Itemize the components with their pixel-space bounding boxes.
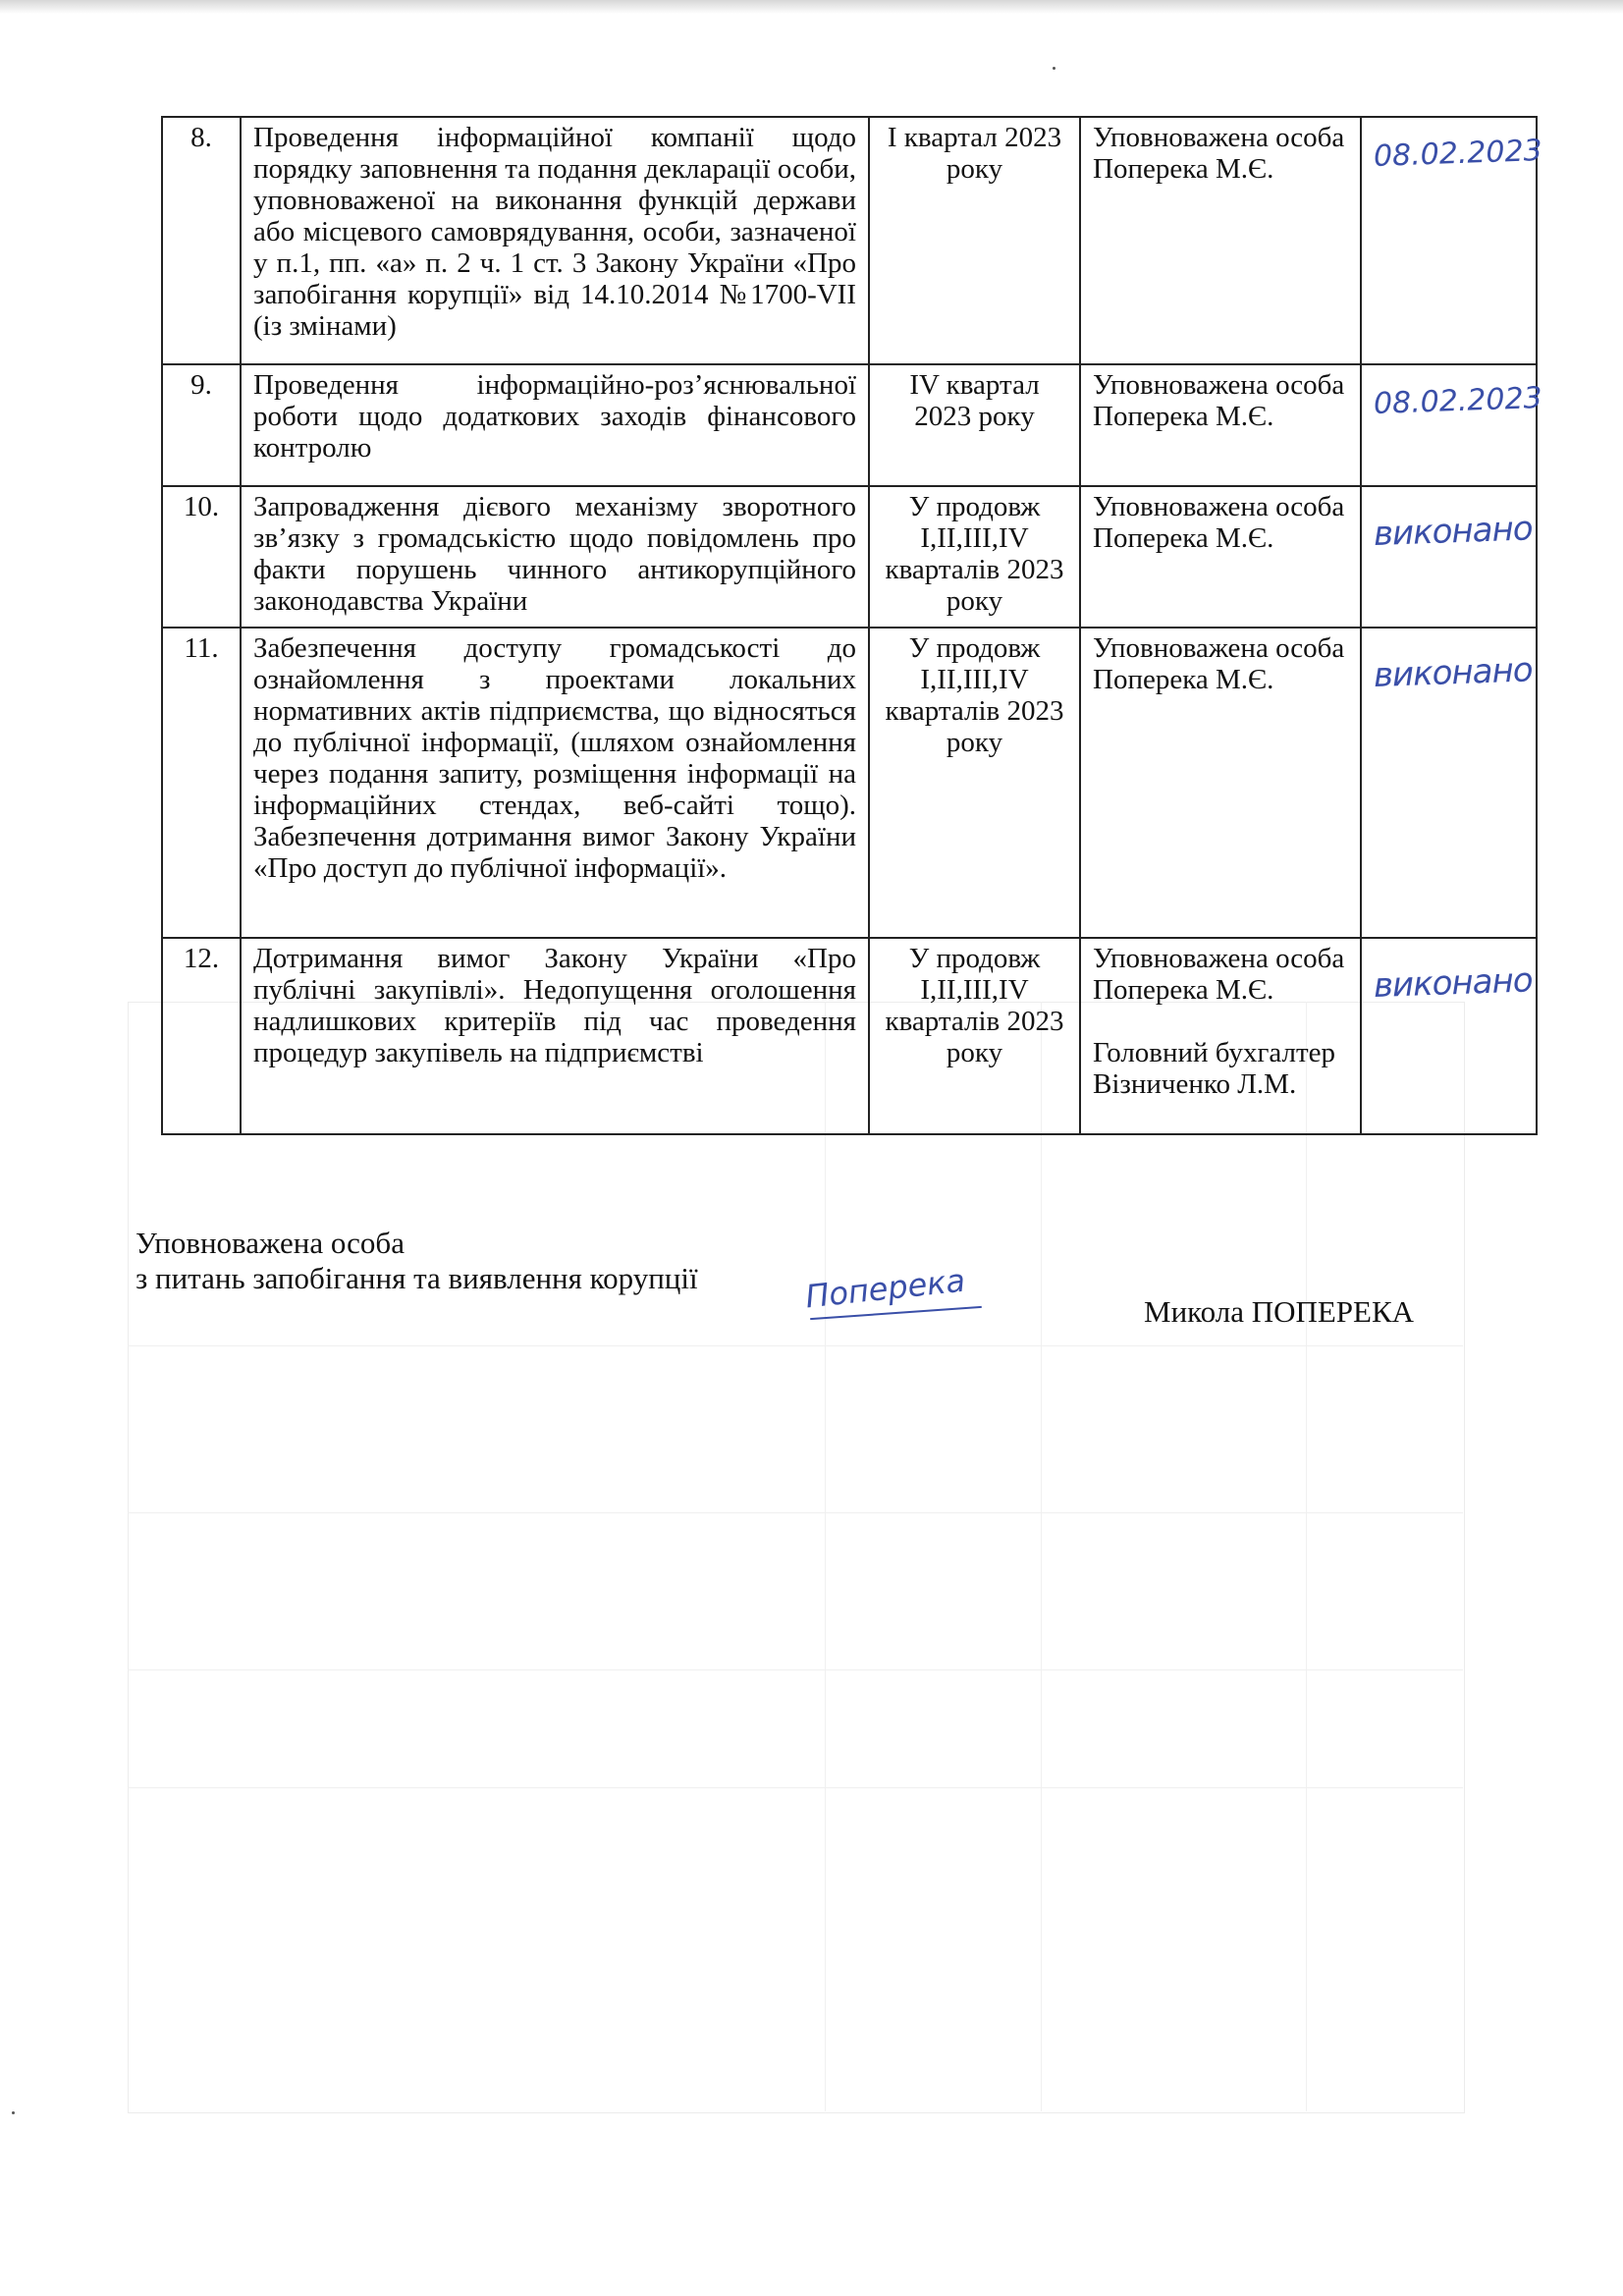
- table-row: [162, 364, 1537, 486]
- bleed-through-line: [1306, 1002, 1307, 2111]
- row-number: 8.: [162, 117, 241, 364]
- responsible-cell: [1080, 364, 1361, 486]
- activity-cell: Проведення інформаційно-роз’яснювальної роботи щодо додаткових заходів фінансового контролю: [241, 364, 869, 486]
- handwritten-status: виконано: [1373, 960, 1534, 1006]
- handwritten-signature: Поперека: [803, 1261, 967, 1316]
- activity-cell: Проведення інформаційної компанії щодо порядку заповнення та подання декларації особи, уповноваженої на виконання функцій держави або місцевого самоврядування, особи, зазначеної у п.1, пп. «а» п. 2 ч. 1 ст. 3 Закону України «Про запобігання корупції» від 14.10.2014 №1700-VII (із змінами): [241, 117, 869, 364]
- responsible-cell: [1080, 628, 1361, 938]
- bleed-through-line: [128, 1669, 1463, 1670]
- scan-speck: [12, 2111, 15, 2114]
- activity-cell: Забезпечення доступу громадськості до ознайомлення з проектами локальних нормативних актів підприємства, що відносяться до публічної інформації, (шляхом ознайомлення через подання запиту, розміщення інформації на інформаційних стендах, веб-сайті тощо). Забезпечення дотримання вимог Закону України «Про доступ до публічної інформації».: [241, 628, 869, 938]
- responsible-person: Уповноважена особа Поперека М.Є.: [1093, 122, 1345, 185]
- scan-edge-shadow: [0, 0, 1623, 14]
- responsible-person: Уповноважена особа Поперека М.Є.: [1093, 491, 1345, 554]
- row-number: 10.: [162, 486, 241, 628]
- handwritten-date: 08.02.2023: [1373, 134, 1543, 174]
- responsible-cell: [1080, 117, 1361, 364]
- activity-cell: Дотримання вимог Закону України «Про публічні закупівлі». Недопущення оголошення надлишкових критеріїв під час проведення процедур закупівель на підприємстві: [241, 938, 869, 1134]
- bleed-through-line: [1041, 1002, 1042, 2111]
- signer-title-line1: Уповноважена особа: [135, 1226, 405, 1260]
- completion-mark-cell: [1361, 628, 1537, 938]
- completion-mark-cell: [1361, 938, 1537, 1134]
- term-cell: У продовж І,ІІ,ІІІ,ІV кварталів 2023 року: [869, 486, 1080, 628]
- completion-mark-cell: [1361, 486, 1537, 628]
- bleed-through-line: [128, 1787, 1463, 1788]
- term-cell: У продовж І,ІІ,ІІІ,ІV кварталів 2023 року: [869, 938, 1080, 1134]
- bleed-through-table: [128, 1002, 1465, 2113]
- term-cell: IV квартал 2023 року: [869, 364, 1080, 486]
- handwritten-status: виконано: [1373, 650, 1534, 695]
- bleed-through-line: [128, 1512, 1463, 1513]
- responsible-cell: [1080, 486, 1361, 628]
- completion-mark-cell: [1361, 364, 1543, 486]
- responsible-cell: [1080, 938, 1361, 1134]
- row-number: 12.: [162, 938, 241, 1134]
- scan-speck: [1053, 67, 1055, 70]
- responsible-person: Уповноважена особа Поперека М.Є.: [1093, 632, 1345, 695]
- table-row: [162, 117, 1537, 364]
- handwritten-status: виконано: [1373, 509, 1534, 554]
- spacer: [1093, 1006, 1348, 1037]
- responsible-person: Уповноважена особа Поперека М.Є.: [1093, 369, 1345, 432]
- responsible-person: Уповноважена особа Поперека М.Є.: [1093, 943, 1345, 1006]
- handwritten-date: 08.02.2023: [1373, 381, 1543, 421]
- activity-cell: Запровадження дієвого механізму зворотного зв’язку з громадськістю щодо повідомлень про факти порушень чинного антикорупційного законодавства України: [241, 486, 869, 628]
- row-number: 9.: [162, 364, 241, 486]
- bleed-through-line: [128, 1345, 1463, 1346]
- table-row: [162, 486, 1537, 628]
- bleed-through-line: [825, 1002, 826, 2111]
- table-row: [162, 938, 1537, 1134]
- signer-title-line2: з питань запобігання та виявлення корупції: [135, 1261, 698, 1295]
- term-cell: І квартал 2023 року: [869, 117, 1080, 364]
- completion-mark-cell: [1361, 117, 1543, 364]
- signature-block: [135, 1226, 698, 1296]
- term-cell: У продовж І,ІІ,ІІІ,ІV кварталів 2023 року: [869, 628, 1080, 938]
- row-number: 11.: [162, 628, 241, 938]
- responsible-person-secondary: Головний бухгалтер Візниченко Л.М.: [1093, 1037, 1335, 1100]
- signer-name: Микола ПОПЕРЕКА: [1144, 1294, 1415, 1329]
- table-row: [162, 628, 1537, 938]
- anticorruption-plan-table: [161, 116, 1543, 1135]
